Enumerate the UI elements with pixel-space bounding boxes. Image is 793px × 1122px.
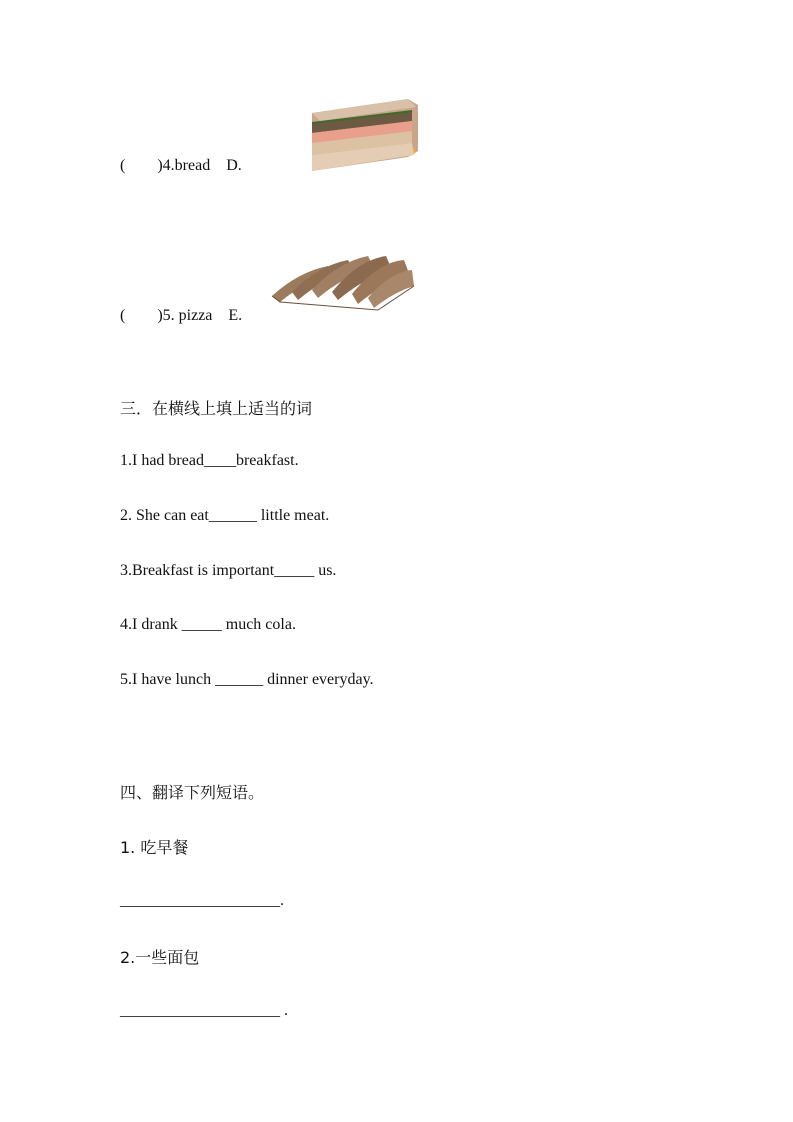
translate-prompt-1: 1. 吃早餐: [120, 838, 189, 857]
translate-prompt-2: 2.一些面包: [120, 948, 200, 967]
translate-answer-line-2: ____________________ .: [120, 1002, 288, 1019]
fill-blank-item-4: 4.I drank _____ much cola.: [120, 616, 296, 633]
sandwich-image: [308, 99, 420, 173]
fill-blank-item-3: 3.Breakfast is important_____ us.: [120, 562, 337, 579]
section-4-heading: 四、翻译下列短语。: [120, 783, 265, 802]
fill-blank-item-5: 5.I have lunch ______ dinner everyday.: [120, 671, 374, 688]
fill-blank-item-1: 1.I had bread____breakfast.: [120, 452, 299, 469]
bread-slices-image: [268, 252, 416, 312]
matching-item-5: ( )5. pizza E.: [120, 307, 243, 324]
section-3-heading: 三．在横线上填上适当的词: [120, 399, 313, 418]
translate-answer-line-1: ____________________.: [120, 892, 284, 909]
matching-item-4: ( )4.bread D.: [120, 157, 242, 174]
fill-blank-item-2: 2. She can eat______ little meat.: [120, 507, 330, 524]
